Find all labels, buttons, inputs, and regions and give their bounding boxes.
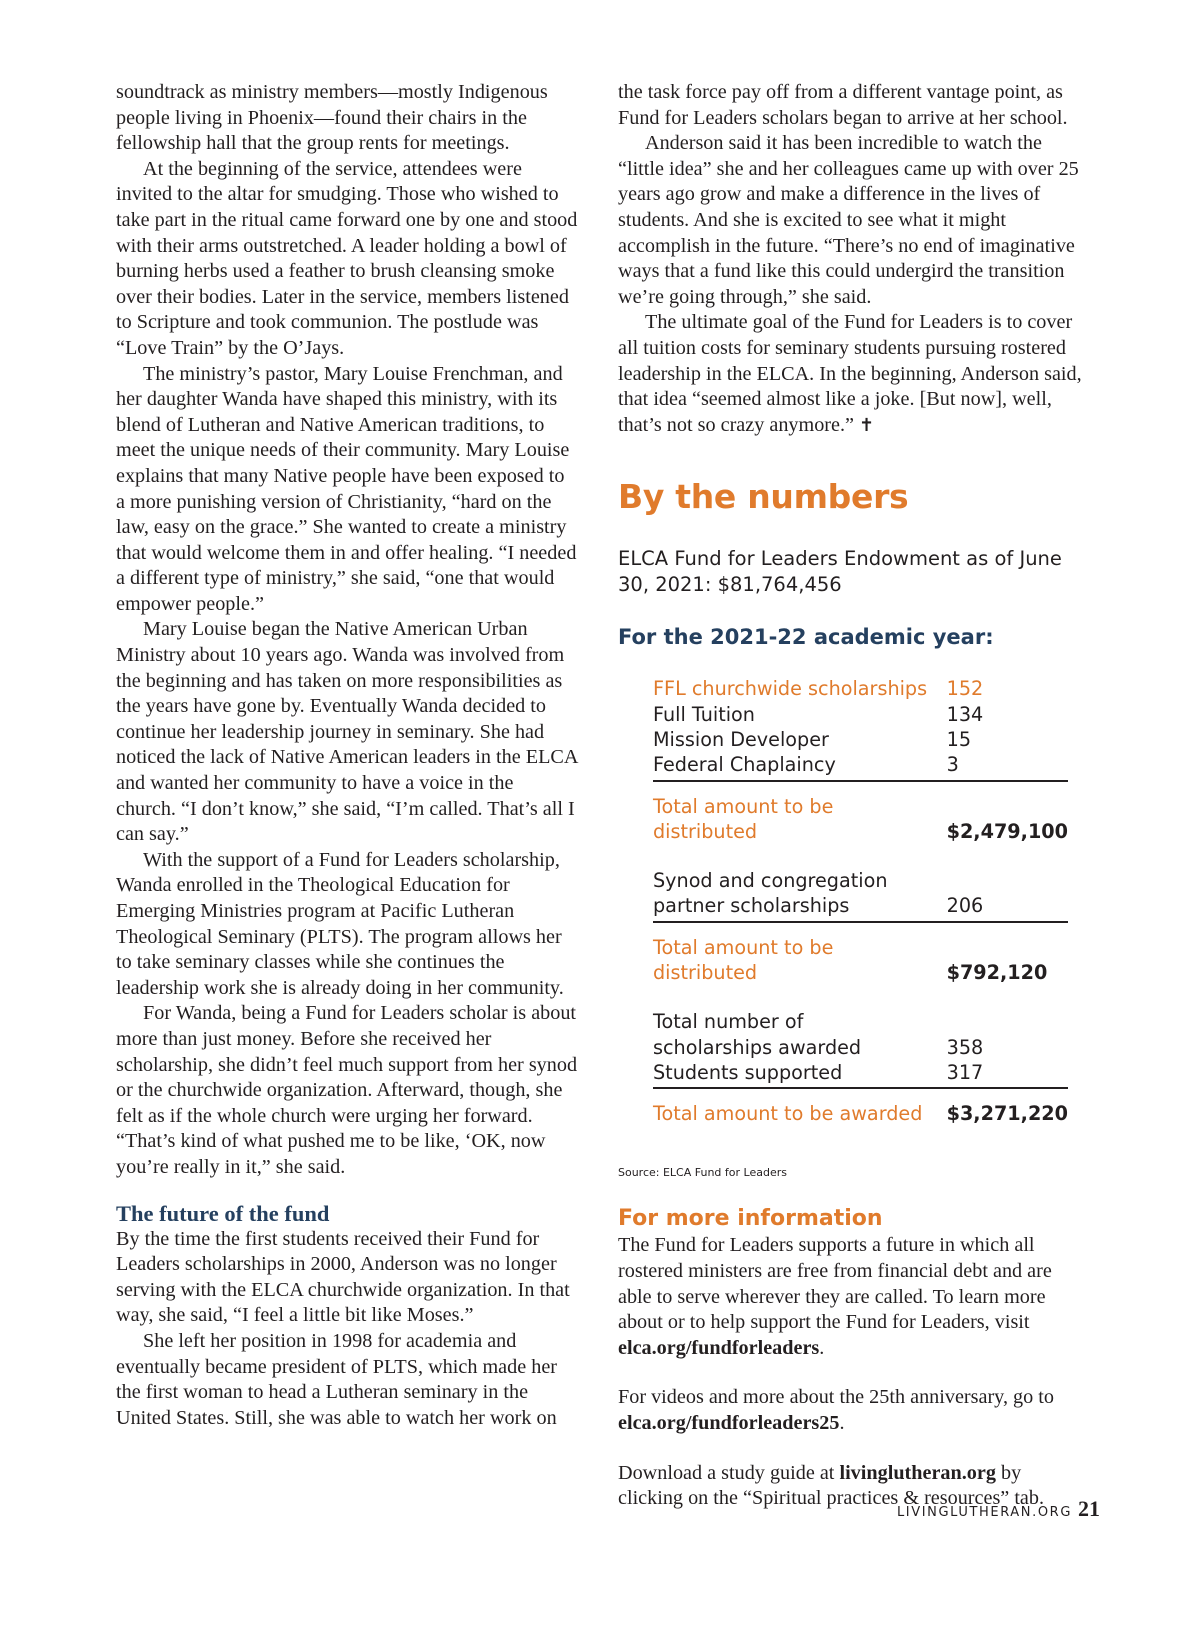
row-label: Students supported (653, 1060, 937, 1088)
study-guide-link[interactable]: livinglutheran.org (839, 1461, 996, 1484)
info-text: by clicking on the “Spiritual practices & resources” tab. (618, 1461, 1045, 1510)
info-text: . (839, 1412, 845, 1435)
scholarship-stats-table (653, 676, 1068, 1138)
row-label: Federal Chaplaincy (653, 752, 937, 780)
body-paragraph: Anderson said it has been incredible to watch the “little idea” she and her colleagues came up with over 25 years ago grow and make a difference in the lives of students. And she is excited to see what it might accomplish in the future. “There’s no end of imaginative ways that a fund like this could undergird the transition we’re going through,” she said. (618, 132, 1079, 308)
info-text: The Fund for Leaders supports a future in which all rostered ministers are free from financial debt and are able to serve wherever they are called. To learn more about or to help support the Fund for Leaders, visit (618, 1234, 1052, 1334)
by-the-numbers-box (618, 475, 1088, 1179)
body-paragraph (618, 310, 1088, 438)
end-cross-icon: ✝ (859, 414, 875, 436)
future-of-fund-heading: The future of the fund (116, 1200, 330, 1226)
page-folio (890, 1496, 1100, 1522)
total-value: $2,479,100 (946, 819, 1068, 843)
row-value: 317 (937, 1060, 1068, 1088)
row-label-line: Synod and congregation (653, 869, 888, 893)
more-info-heading: For more information (618, 1206, 883, 1232)
article-continuation (618, 80, 1088, 438)
total-label: Total amount to be distributed (653, 935, 834, 984)
table-row (653, 1060, 1068, 1088)
row-value: 134 (946, 702, 984, 726)
row-label (653, 856, 937, 919)
row-value: 152 (946, 677, 984, 701)
table-row (653, 676, 1068, 701)
total-row (653, 922, 1068, 998)
info-text: For videos and more about the 25th anniversary, go to (618, 1386, 1054, 1409)
body-paragraph: For Wanda, being a Fund for Leaders scholar is about more than just money. Before she received her scholarship, she didn’t feel much support from her synod or the churchwide organization. Afterward, though, she felt as if the whole church were urging her forward. “That’s kind of what pushed me to be like, ‘OK, now you’re really in it,” she said. (116, 1002, 578, 1178)
total-row (653, 1088, 1068, 1138)
endowment-text: ELCA Fund for Leaders Endowment as of June 30, 2021: $81,764,456 (618, 547, 1062, 597)
body-paragraph: By the time the first students received their Fund for Leaders scholarships in 2000, Anderson was no longer serving with the ELCA churchwide organization. In that way, she said, “I feel a little bit like Moses.” (116, 1227, 570, 1327)
body-paragraph: At the beginning of the service, attendees were invited to the altar for smudging. Those who wished to take part in the ritual came forward one by one and stood with their arms outstretched. A leader holding a bowl of burning herbs used a feather to brush cleansing smoke over their bodies. Later in the service, members listened to Scripture and took communion. The postlude was “Love Train” by the O’Jays. (116, 157, 578, 359)
body-paragraph: The ministry’s pastor, Mary Louise Frenchman, and her daughter Wanda have shaped this ministry, with its blend of Lutheran and Native American traditions, to meet the unique needs of their community. Mary Louise explains that many Native people have been exposed to a more punishing version of Christianity, “hard on the law, easy on the grace.” She wanted to create a ministry that would welcome them in and offer healing. “I needed a different type of ministry,” she said, “one that would empower people.” (116, 362, 577, 615)
row-label: Full Tuition (653, 702, 755, 726)
info-paragraph (618, 1385, 1088, 1436)
total-label: Total amount to be distributed (653, 794, 834, 843)
row-label: FFL churchwide scholarships (653, 677, 928, 701)
row-label-line: partner scholarships (653, 894, 850, 918)
page-number: 21 (1078, 1496, 1100, 1521)
more-info-body (618, 1233, 1088, 1511)
row-label (653, 997, 937, 1060)
info-paragraph (618, 1233, 1088, 1361)
left-column (116, 80, 578, 1431)
info-text: Download a study guide at (618, 1461, 840, 1484)
row-value: 15 (946, 727, 972, 751)
total-value: $792,120 (946, 960, 1048, 984)
total-value: $3,271,220 (946, 1102, 1068, 1126)
total-label: Total amount to be awarded (653, 1102, 923, 1126)
source-note: Source: ELCA Fund for Leaders (618, 1166, 787, 1180)
anniversary-link[interactable]: elca.org/fundforleaders25 (618, 1412, 840, 1435)
table-row (653, 702, 1068, 727)
academic-year-heading: For the 2021-22 academic year: (618, 625, 994, 650)
row-label-line: Total number of (653, 1010, 804, 1034)
fund-link[interactable]: elca.org/fundforleaders (618, 1336, 820, 1359)
body-paragraph: Mary Louise began the Native American Urban Ministry about 10 years ago. Wanda was involved from the beginning and has taken on more responsibilities as the years have gone by. Eventually Wanda decided to continue her leadership journey in seminary. She had noticed the lack of Native American leaders in the ELCA and wanted her community to have a voice in the church. “I don’t know,” she said, “I’m called. That’s all I can say.” (116, 618, 578, 846)
total-row (653, 781, 1068, 857)
row-value: 358 (946, 1035, 984, 1059)
row-label: Mission Developer (653, 727, 829, 751)
more-info-section (618, 1205, 1088, 1511)
paragraph-text: The ultimate goal of the Fund for Leaders is to cover all tuition costs for seminary students pursuing rostered leadership in the ELCA. In the beginning, Anderson said, that idea “seemed almost like a joke. [But now], well, that’s not so crazy anymore.” (618, 311, 1082, 436)
row-label-line: scholarships awarded (653, 1035, 862, 1059)
folio-site: LIVINGLUTHERAN.ORG (896, 1505, 1072, 1520)
body-paragraph: the task force pay off from a different vantage point, as Fund for Leaders scholars began to arrive at her school. (618, 81, 1068, 129)
table-row (653, 752, 1068, 780)
info-text: . (819, 1336, 825, 1359)
table-row (653, 997, 1068, 1060)
body-paragraph: soundtrack as ministry members—mostly Indigenous people living in Phoenix—found their chairs in the fellowship hall that the group rents for meetings. (116, 81, 548, 155)
body-paragraph: She left her position in 1998 for academia and eventually became president of PLTS, which made her the first woman to head a Lutheran seminary in the United States. Still, she was able to watch her work on (116, 1329, 557, 1429)
table-row (653, 856, 1068, 919)
by-the-numbers-heading: By the numbers (618, 477, 909, 517)
table-row (653, 727, 1068, 752)
row-value: 206 (946, 894, 984, 918)
right-column (618, 80, 1088, 1536)
body-paragraph: With the support of a Fund for Leaders scholarship, Wanda enrolled in the Theological Education for Emerging Ministries program at Pacific Lutheran Theological Seminary (PLTS). The program allows her to take seminary classes while she continues the leadership work she is already doing in her community. (116, 848, 564, 999)
row-value: 3 (937, 752, 1068, 780)
